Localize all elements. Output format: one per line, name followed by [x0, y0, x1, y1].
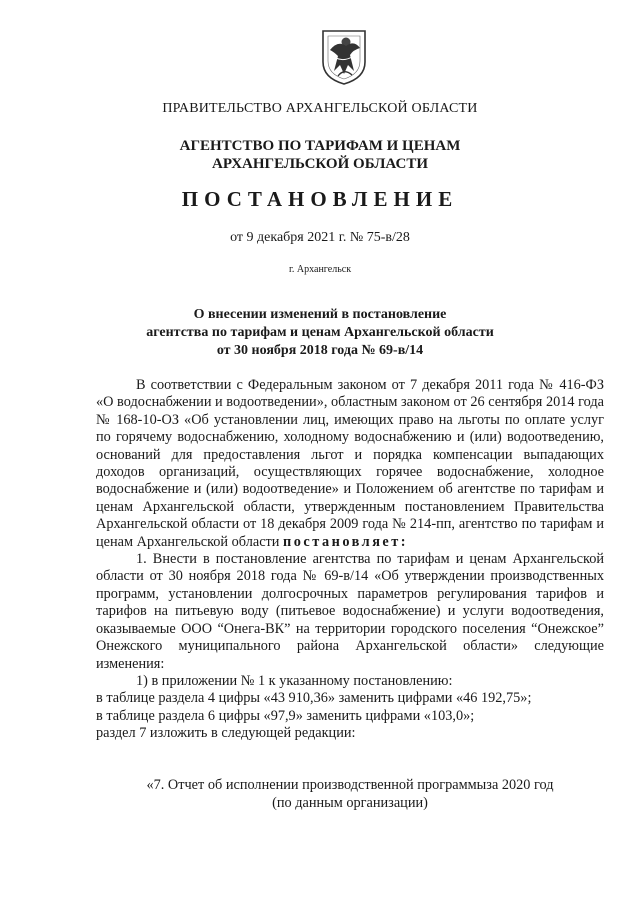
- change-line-section-4: в таблице раздела 4 цифры «43 910,36» заменить цифрами «46 192,75»;: [96, 690, 532, 707]
- document-body: [96, 377, 604, 743]
- resolution-word: постановляет:: [283, 533, 409, 550]
- agency-name: [0, 137, 640, 173]
- preamble-text: В соответствии с Федеральным законом от 7 декабря 2011 года № 416-ФЗ «О водоснабжении и водоотведении», областным законом от 26 сентября 2014 года № 168-10-ОЗ «Об установлении лиц, имеющих право на льготы по оплате услуг по горячему водоснабжению, холодному водоснабжению и (или) водоотведению, оснований для предоставления льгот и порядка компенсации выпадающих доходов организаций, осуществляющих горячее водоснабжение, холодное водоснабжение и (или) водоотведение» и Положением об агентстве по тарифам и ценам Архангельской области, утвержденным постановлением Правительства Архангельской области от 18 декабря 2009 года № 214-пп, агентство по тарифам и ценам Архангельской области: [96, 377, 604, 550]
- document-type: ПОСТАНОВЛЕНИЕ: [181, 187, 459, 211]
- agency-name-line: АРХАНГЕЛЬСКОЙ ОБЛАСТИ: [212, 156, 428, 172]
- coat-of-arms-icon: [320, 28, 368, 86]
- document-city: г. Архангельск: [288, 264, 352, 275]
- item-1-paragraph: 1. Внести в постановление агентства по тарифам и ценам Архангельской области от 30 ноября 2018 года № 69-в/14 «Об утверждении производственных программ, установлении долгосрочных параметров регулирования тарифов и тарифов на питьевую воду (питьевое водоснабжение) и услуги водоотведения, оказываемые ООО “Онега-ВК” на территории городского поселения “Онежское” Онежского муниципального района Архангельской области» следующие изменения:: [96, 551, 604, 672]
- subject-line: от 30 ноября 2018 года № 69-в/14: [216, 343, 424, 358]
- agency-name-line: АГЕНТСТВО ПО ТАРИФАМ И ЦЕНАМ: [179, 138, 461, 154]
- subitem-1: 1) в приложении № 1 к указанному постановлению:: [136, 672, 453, 689]
- subject-line: агентства по тарифам и ценам Архангельской области: [146, 325, 494, 340]
- government-name: ПРАВИТЕЛЬСТВО АРХАНГЕЛЬСКОЙ ОБЛАСТИ: [162, 101, 478, 116]
- change-line-section-6: в таблице раздела 6 цифры «97,9» заменить цифрами «103,0»;: [96, 707, 475, 724]
- subject-line: О внесении изменений в постановление: [193, 307, 447, 322]
- quoted-heading-line: (по данным организации): [272, 795, 428, 811]
- preamble-paragraph: [96, 377, 604, 551]
- quoted-heading-line: «7. Отчет об исполнении производственной программыза 2020 год: [146, 777, 554, 793]
- document-subject: [0, 306, 640, 360]
- quoted-section-heading: [96, 776, 604, 812]
- document-date-number: от 9 декабря 2021 г. № 75-в/28: [230, 230, 410, 245]
- change-line-section-7: раздел 7 изложить в следующей редакции:: [96, 725, 356, 742]
